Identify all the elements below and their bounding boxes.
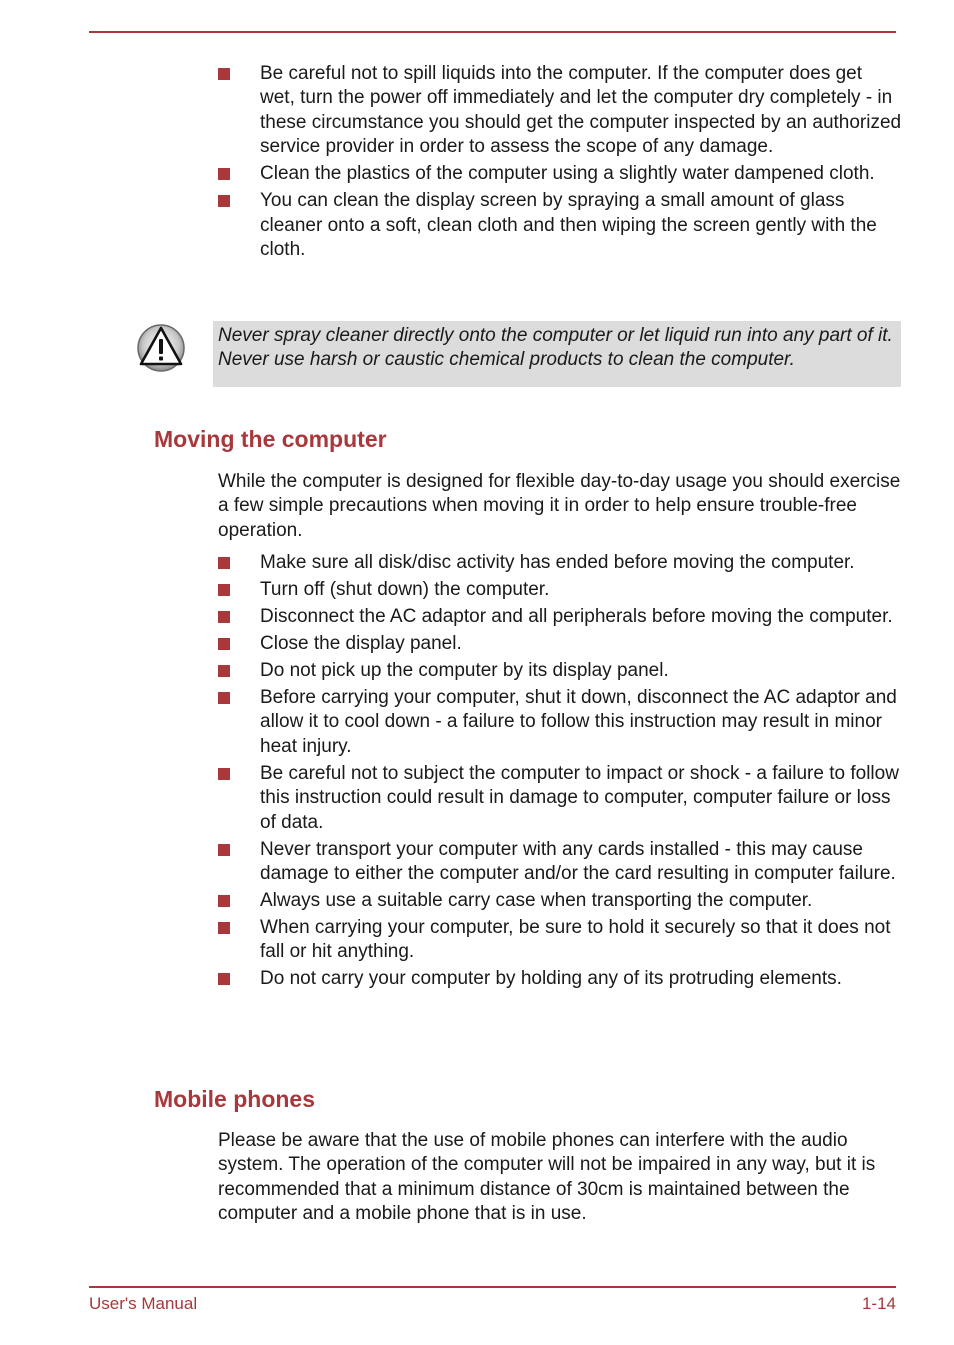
caution-box	[213, 321, 901, 387]
bullet-square-icon	[218, 922, 230, 934]
moving-list	[218, 551, 902, 994]
warning-triangle-icon	[136, 323, 186, 373]
bullet-square-icon	[218, 692, 230, 704]
footer-manual-title: User's Manual	[89, 1294, 198, 1313]
bullet-square-icon	[218, 638, 230, 650]
section-heading-moving: Moving the computer	[154, 426, 387, 452]
mobile-text: Please be aware that the use of mobile phones can interfere with the audio system. The operation of the computer will not be impaired in any way, but it is recommended that a minimum distance of 30cm is maintained between the computer and a mobile phone that is in use.	[218, 1130, 876, 1225]
bullet-square-icon	[218, 665, 230, 677]
bullet-square-icon	[218, 68, 230, 80]
list-item: Clean the plastics of the computer using a slightly water dampened cloth.	[218, 162, 902, 186]
bullet-square-icon	[218, 768, 230, 780]
list-item: You can clean the display screen by spraying a small amount of glass cleaner onto a soft, clean cloth and then wiping the screen gently with the cloth.	[218, 189, 902, 262]
list-item: Close the display panel.	[218, 632, 902, 656]
header-rule	[89, 31, 896, 33]
list-item: Do not pick up the computer by its display panel.	[218, 659, 902, 683]
list-item: Be careful not to subject the computer to impact or shock - a failure to follow this instruction could result in damage to computer, computer failure or loss of data.	[218, 762, 902, 835]
bullet-square-icon	[218, 895, 230, 907]
list-item: Do not carry your computer by holding any of its protruding elements.	[218, 967, 902, 991]
moving-intro: While the computer is designed for flexible day-to-day usage you should exercise a few simple precautions when moving it in order to help ensure trouble-free operation.	[218, 471, 901, 541]
caution-text: Never spray cleaner directly onto the computer or let liquid run into any part of it. Never use harsh or caustic chemical products to clean the computer.	[218, 325, 893, 371]
footer-rule	[89, 1286, 896, 1288]
list-item: Turn off (shut down) the computer.	[218, 578, 902, 602]
bullet-square-icon	[218, 844, 230, 856]
bullet-square-icon	[218, 557, 230, 569]
list-item: When carrying your computer, be sure to hold it securely so that it does not fall or hit anything.	[218, 916, 902, 965]
bullet-square-icon	[218, 168, 230, 180]
list-item: Never transport your computer with any cards installed - this may cause damage to either the computer and/or the card resulting in computer failure.	[218, 838, 902, 887]
bullet-square-icon	[218, 973, 230, 985]
list-item: Before carrying your computer, shut it down, disconnect the AC adaptor and allow it to cool down - a failure to follow this instruction may result in minor heat injury.	[218, 686, 902, 759]
bullet-square-icon	[218, 611, 230, 623]
section-heading-mobile: Mobile phones	[154, 1086, 315, 1112]
footer-page-number: 1-14	[861, 1294, 896, 1313]
list-item: Always use a suitable carry case when transporting the computer.	[218, 889, 902, 913]
bullet-square-icon	[218, 584, 230, 596]
list-item: Be careful not to spill liquids into the computer. If the computer does get wet, turn the power off immediately and let the computer dry completely - in these circumstance you should get the computer inspected by an authorized service provider in order to assess the scope of any damage.	[218, 62, 902, 160]
bullet-square-icon	[218, 195, 230, 207]
list-item: Make sure all disk/disc activity has ended before moving the computer.	[218, 551, 902, 575]
care-list	[218, 62, 902, 265]
list-item: Disconnect the AC adaptor and all peripherals before moving the computer.	[218, 605, 902, 629]
